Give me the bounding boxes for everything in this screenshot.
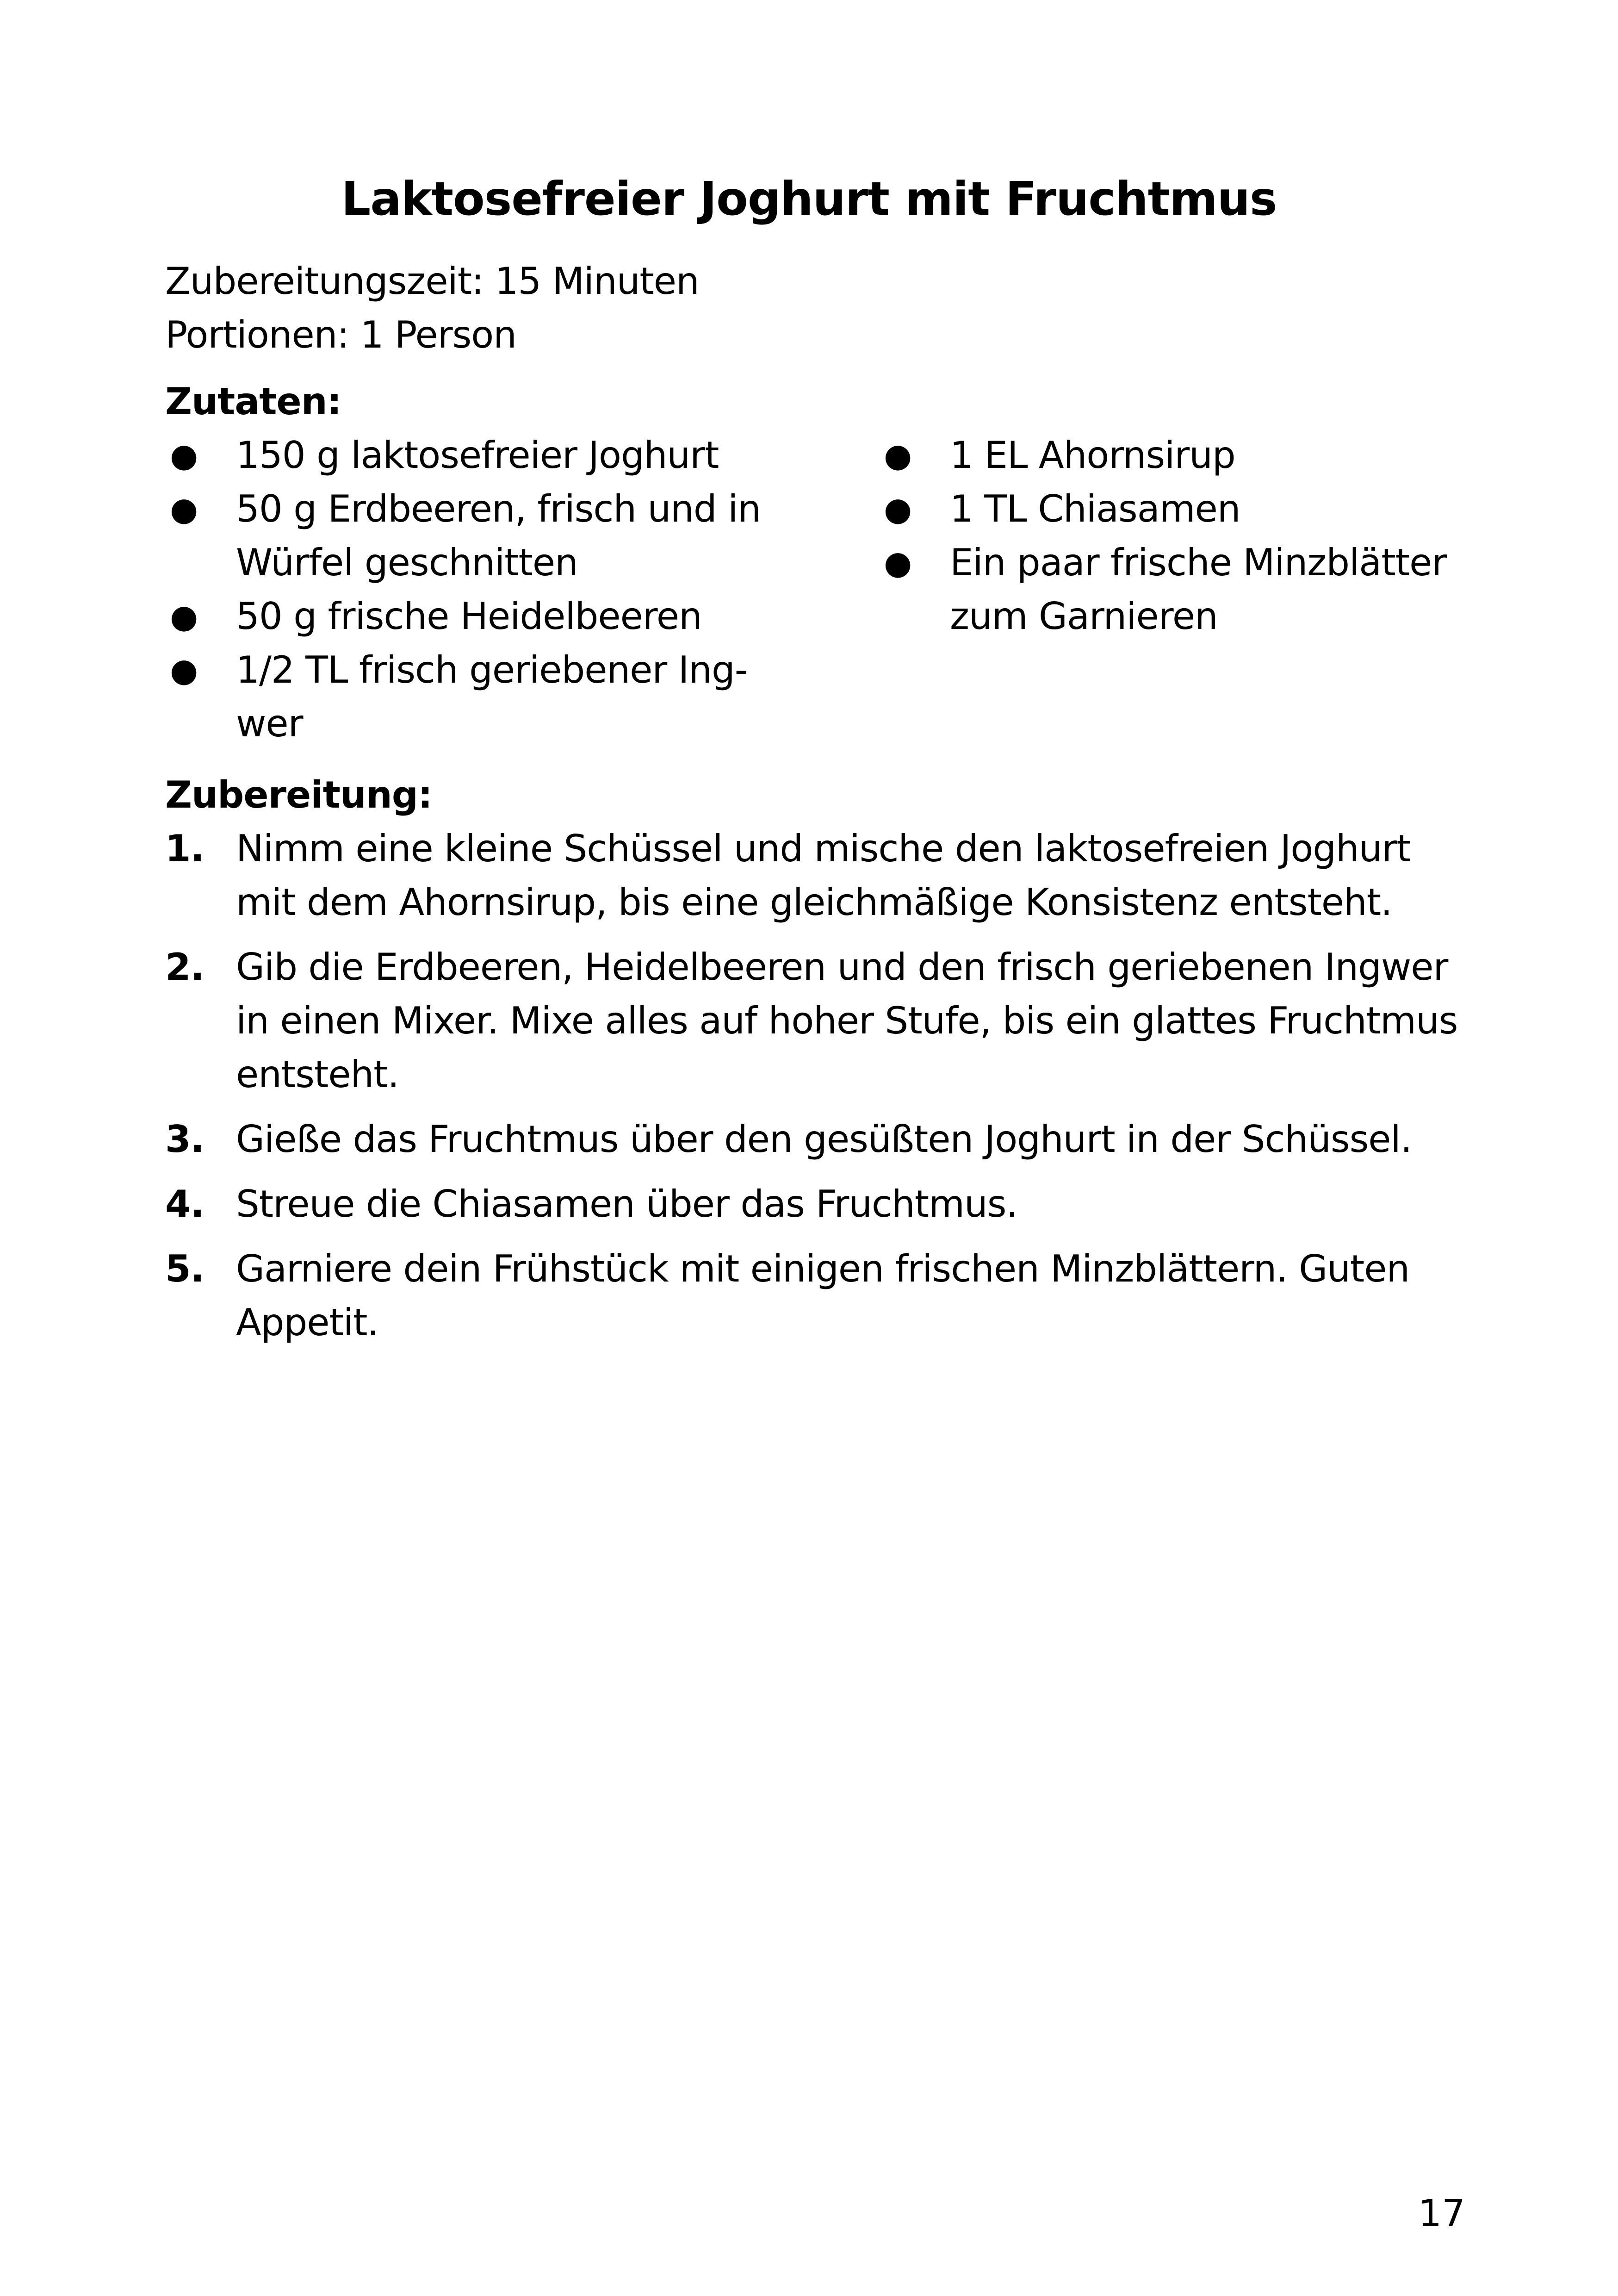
recipe-title: Laktosefreier Joghurt mit Fruchtmus — [341, 172, 1277, 226]
step-item — [165, 1177, 1465, 1231]
bullet-icon: ● — [883, 490, 912, 528]
ingredients-heading: Zutaten: — [165, 380, 341, 423]
ingredient-item — [879, 482, 1481, 536]
ingredient-text: 1 TL Chiasamen — [950, 487, 1240, 530]
ingredient-item — [165, 482, 767, 590]
step-number: 5. — [165, 1247, 205, 1290]
step-text: Gieße das Fruchtmus über den gesüßten Joghurt in der Schüssel. — [236, 1118, 1412, 1161]
preparation-steps — [165, 822, 1465, 1361]
bullet-icon: ● — [169, 436, 198, 474]
ingredient-text: 150 g laktosefreier Joghurt — [236, 434, 719, 477]
ingredient-text: 50 g frische Heidelbeeren — [236, 595, 702, 638]
ingredients-list-left — [165, 429, 767, 751]
ingredient-item — [879, 536, 1481, 643]
bullet-icon: ● — [169, 490, 198, 528]
step-item — [165, 1242, 1465, 1350]
ingredient-item — [165, 429, 767, 482]
bullet-icon: ● — [883, 436, 912, 474]
step-text: Garniere dein Frühstück mit einigen frischen Minzblättern. Guten Appetit. — [236, 1247, 1410, 1344]
step-item — [165, 822, 1465, 929]
bullet-icon: ● — [169, 651, 198, 689]
ingredient-item — [879, 429, 1481, 482]
ingredient-text: Ein paar frische Minzblätter zum Garnieren — [950, 541, 1447, 638]
step-item — [165, 940, 1465, 1101]
step-number: 4. — [165, 1182, 205, 1226]
step-item — [165, 1113, 1465, 1166]
bullet-icon: ● — [883, 544, 912, 582]
step-number: 2. — [165, 946, 205, 989]
bullet-icon: ● — [169, 597, 198, 635]
ingredient-item — [165, 643, 767, 751]
step-number: 3. — [165, 1118, 205, 1161]
step-number: 1. — [165, 827, 205, 870]
prep-time: Zubereitungszeit: 15 Minuten — [165, 260, 699, 303]
ingredient-item — [165, 590, 767, 643]
step-text: Nimm eine kleine Schüssel und mische den laktosefreien Joghurt mit dem Ahornsirup, bis eine gleichmäßige Konsistenz entsteht. — [236, 827, 1411, 924]
step-text: Streue die Chiasamen über das Fruchtmus. — [236, 1182, 1017, 1226]
ingredients-list-right — [879, 429, 1481, 643]
ingredient-text: 1/2 TL frisch geriebener Ingwer — [236, 648, 748, 745]
preparation-heading: Zubereitung: — [165, 773, 433, 816]
page-number: 17 — [1418, 2192, 1465, 2235]
step-text: Gib die Erdbeeren, Heidelbeeren und den frisch geriebenen Ingwer in einen Mixer. Mixe alles auf hoher Stufe, bis ein glattes Fruchtmus entsteht. — [236, 946, 1458, 1096]
ingredient-text: 1 EL Ahornsirup — [950, 434, 1235, 477]
servings: Portionen: 1 Person — [165, 313, 516, 356]
ingredient-text: 50 g Erdbeeren, frisch und in Würfel geschnitten — [236, 487, 761, 584]
recipe-meta — [165, 255, 699, 362]
